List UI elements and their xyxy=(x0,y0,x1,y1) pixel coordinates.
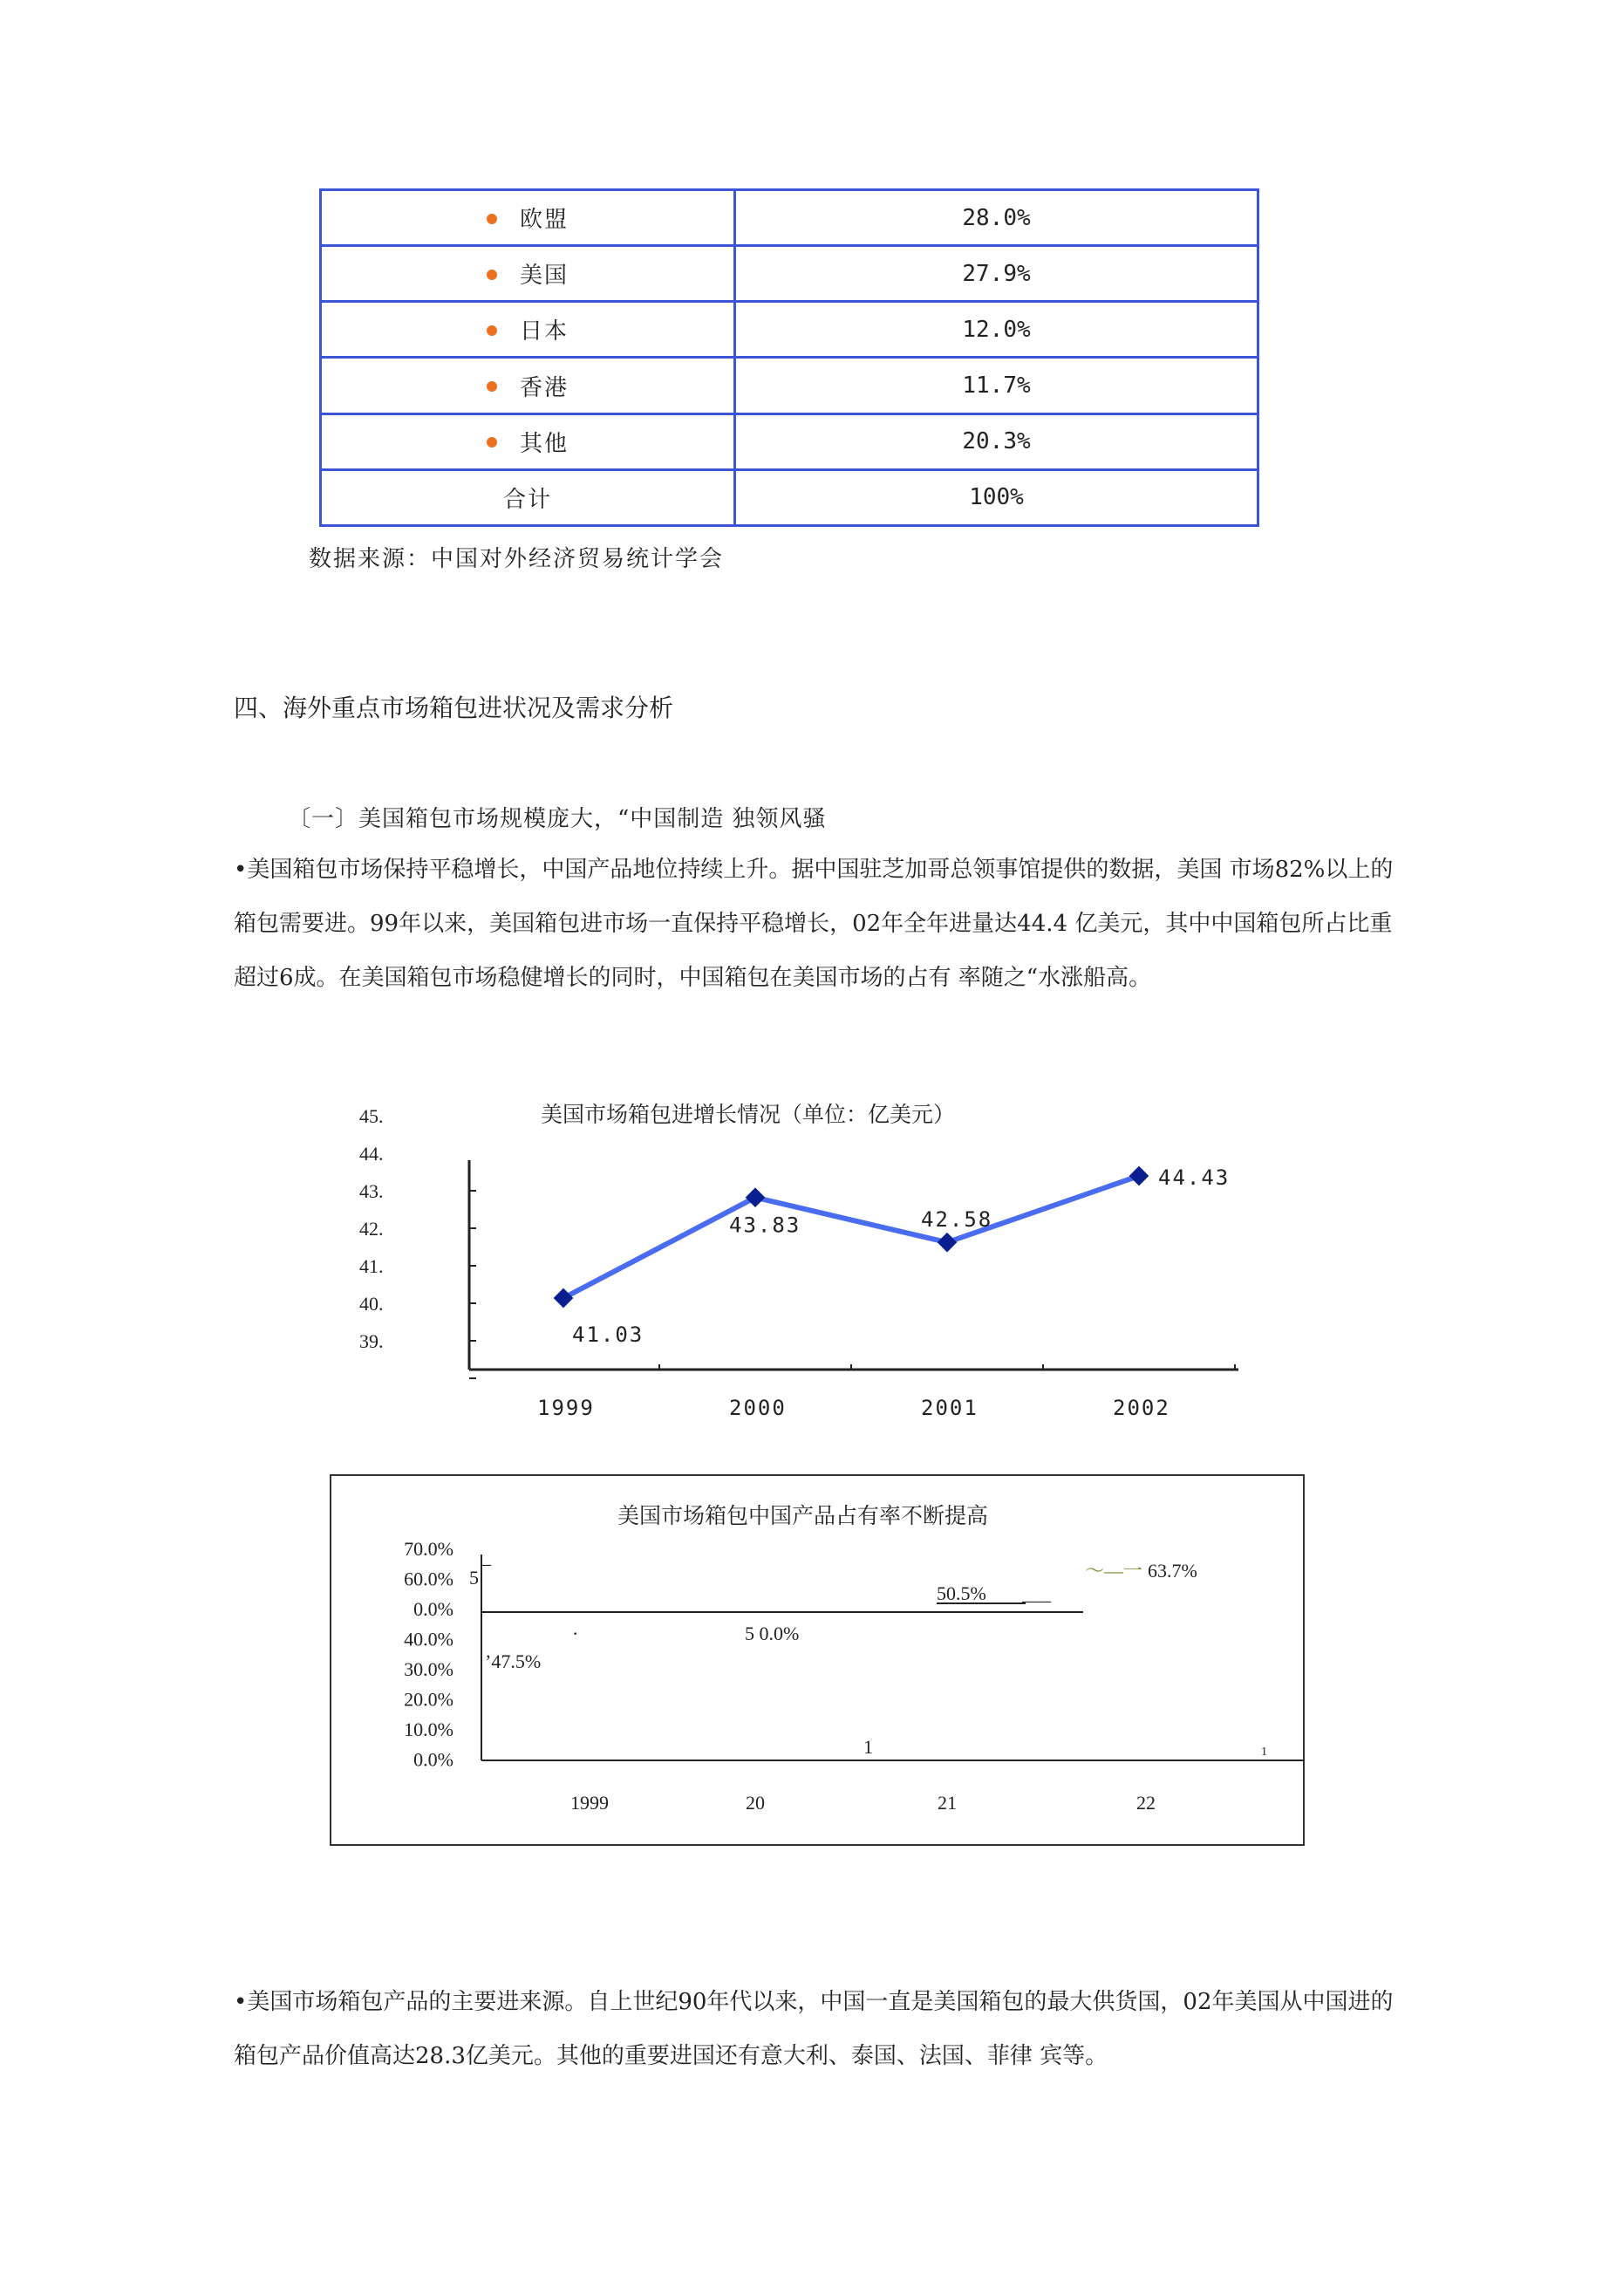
y-tick-label: 44. xyxy=(359,1143,384,1165)
paragraph-market-growth: •美国箱包市场保持平稳增长，中国产品地位持续上升。据中国驻芝加哥总领事馆提供的数据，美国 市场82%以上的箱包需要进。99年以来，美国箱包进市场一直保持平稳增长，02年全年进量达44.4 亿美元，其中中国箱包所占比重超过6成。在美国箱包市场稳健增长的同时，中国箱包在美国市场的占有 率随之“水涨船高。 xyxy=(234,857,1394,991)
region-label: 其他 xyxy=(519,430,569,457)
data-label: 5 0.0% xyxy=(745,1623,800,1644)
x-tick-label: 2000 xyxy=(729,1396,787,1420)
y-tick-label: 20.0% xyxy=(404,1688,453,1711)
data-label: 42.58 xyxy=(921,1207,993,1233)
share-cell: 28.0% xyxy=(735,190,1258,246)
y-tick-label: 0.0% xyxy=(413,1748,453,1771)
share-cell: 12.0% xyxy=(735,302,1258,358)
y-tick-label: 60.0% xyxy=(404,1568,453,1590)
x-tick-label: 2001 xyxy=(921,1396,979,1420)
share-cell: 100% xyxy=(735,469,1258,525)
y-tick-label: 43. xyxy=(359,1180,384,1202)
share-cell: 20.3% xyxy=(735,413,1258,469)
x-tick-label: 1999 xyxy=(537,1396,595,1420)
y-tick-label: 42. xyxy=(359,1218,384,1240)
data-label: 63.7% xyxy=(1148,1560,1197,1582)
region-label: 欧盟 xyxy=(519,207,569,234)
y-tick-label: 30.0% xyxy=(404,1658,453,1680)
stray-mark: 1 xyxy=(863,1736,873,1758)
y-tick-label: 10.0% xyxy=(404,1719,453,1740)
x-tick-label: 1999 xyxy=(570,1792,609,1814)
y-tick-label: 45. xyxy=(359,1105,384,1127)
y-tick-label: 70.0% xyxy=(404,1538,453,1560)
stray-mark: 〜—一 xyxy=(1085,1560,1143,1582)
region-label: 美国 xyxy=(519,263,569,290)
data-label: 41.03 xyxy=(572,1322,644,1347)
data-label: 43.83 xyxy=(729,1213,801,1238)
x-tick-label: 22 xyxy=(1136,1792,1156,1814)
chart-title: 美国市场箱包中国产品占有率不断提高 xyxy=(617,1503,989,1528)
region-label: 日本 xyxy=(519,318,569,345)
region-label: 合计 xyxy=(502,486,552,513)
y-tick-label: 0.0% xyxy=(413,1598,453,1620)
section-heading: 四、海外重点市场箱包进状况及需求分析 xyxy=(234,694,674,722)
stray-mark: _ xyxy=(481,1546,491,1568)
y-tick-label: 40.0% xyxy=(404,1628,453,1650)
stray-mark: 1 xyxy=(1261,1746,1267,1759)
data-label: 50.5% xyxy=(937,1582,986,1604)
y-tick-label: 41. xyxy=(359,1255,384,1277)
stray-mark: · xyxy=(572,1623,579,1644)
y-tick-label: 40. xyxy=(359,1293,384,1315)
table-source-note: 数据来源：中国对外经济贸易统计学会 xyxy=(309,546,725,572)
data-label: ’47.5% xyxy=(485,1650,542,1672)
stray-mark: 5 xyxy=(469,1567,479,1589)
data-label: 44.43 xyxy=(1158,1165,1231,1190)
subsection-heading: 〔一〕美国箱包市场规模庞大，“中国制造 独领风骚 xyxy=(288,806,827,832)
x-tick-label: 21 xyxy=(938,1792,957,1814)
x-tick-label: 2002 xyxy=(1113,1396,1170,1420)
x-tick-label: 20 xyxy=(746,1792,765,1814)
y-tick-label: 39. xyxy=(359,1330,384,1352)
stray-mark: ___ xyxy=(1022,1582,1051,1604)
share-cell: 11.7% xyxy=(735,358,1258,413)
chart-title: 美国市场箱包进增长情况（单位：亿美元） xyxy=(541,1102,956,1127)
share-cell: 27.9% xyxy=(735,246,1258,302)
paragraph-import-sources: •美国市场箱包产品的主要进来源。自上世纪90年代以来，中国一直是美国箱包的最大供货国，02年美国从中国进的箱包产品价值高达28.3亿美元。其他的重要进国还有意大利、泰国、法国、菲律 宾等。 xyxy=(234,1989,1394,2069)
region-label: 香港 xyxy=(519,374,569,401)
